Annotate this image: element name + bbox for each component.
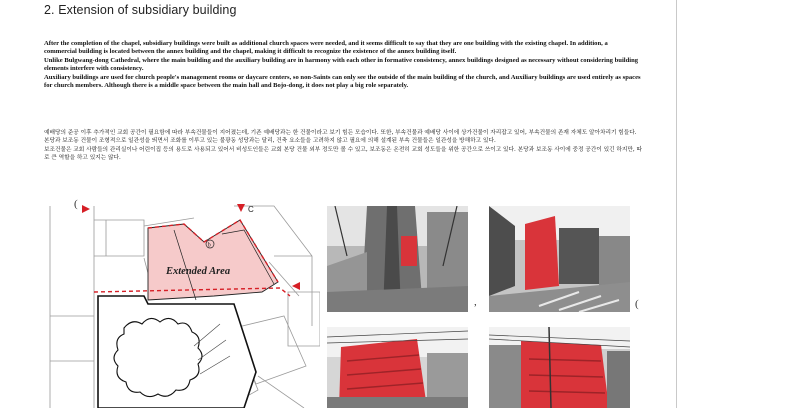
view-arrow-icon [82, 205, 90, 213]
page-edge-rule [676, 0, 677, 408]
figure-mark-left: ( [74, 198, 78, 210]
nave-outline [114, 318, 202, 396]
photo-street-view-1 [327, 206, 468, 312]
extended-area-label: Extended Area [166, 266, 231, 277]
section-title: 2. Extension of subsidiary building [44, 3, 237, 17]
figure-mark-comma: , [474, 296, 477, 308]
view-arrow-icon [292, 282, 300, 290]
view-label-b: b [207, 242, 211, 249]
figure-mark-right: ( [635, 298, 639, 310]
korean-description [44, 129, 642, 162]
english-description [44, 40, 642, 90]
korean-paragraph: 보조건물은 교회 사람들의 관리실이나 어린이집 등의 용도로 사용되고 있어서 비성도인들은 교회 본당 건물 외부 정도만 볼 수 있고, 보조동은 온전히 교회 성도들을 위한 공간으로 쓰이고 있다. 본당과 보조동 사이에 중정 공간이 있긴 하지만, 따로 큰 역할을 하고 있지는 않다. [44, 146, 643, 161]
english-paragraph: After the completion of the chapel, subsidiary buildings were built as additional church spaces were needed, and it seems difficult to say that they are one building with the existing chapel. In addition, a commercial building is located between the annex building and the chapel, making it difficult to recognize the existence of the annex building itself. [44, 40, 608, 56]
korean-paragraph: 예배당의 준공 이후 추가적인 교회 공간이 필요함에 따라 부속건물들이 지어졌는데, 기존 예배당과는 한 건물이라고 보기 힘든 모습이다. 또한, 부속건물과 예배당 사이에 상가건물이 자리잡고 있어, 부속건물의 존재 자체도 알아차리기 힘들다. 본당과 보조동 건물이 조형적으로 일관성을 띄면서 조화를 이루고 있는 불광동 성당과는 달리, 건축 요소들을 고려하지 않고 필요에 의해 설계된 부속 건물들은 일관성을 방해하고 있다. [44, 130, 637, 145]
english-paragraph: Auxiliary buildings are used for church people's management rooms or daycare centers, so non-Saints can only see the outside of the main building of the church, and Auxiliary buildings are used entirely as spaces for church members. Although there is a middle space between the main hall and Bojo-dong, it does not play a big role separately. [44, 73, 641, 90]
view-label-c: C [248, 205, 254, 214]
english-paragraph: Unlike Bulgwang-dong Cathedral, where the main building and the auxiliary building are in harmony with each other in formative consistency, annex buildings designed as necessary without considering building elements interfere with consistency. [44, 56, 639, 73]
site-plan-figure [44, 196, 320, 408]
photo-street-view-3 [327, 327, 468, 408]
site-plan-drawing [44, 196, 320, 408]
view-arrow-icon [237, 204, 245, 212]
photo-street-view-2 [489, 206, 630, 312]
photo-street-view-4 [489, 327, 630, 408]
